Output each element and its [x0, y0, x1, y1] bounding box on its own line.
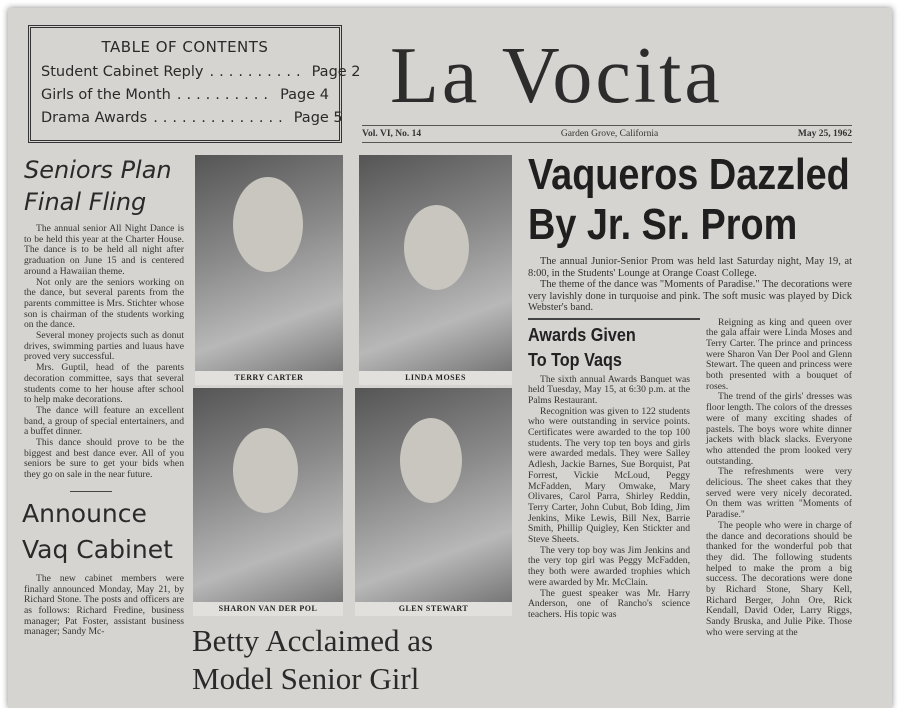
awards-headline [528, 323, 674, 373]
paragraph: The very top boy was Jim Jenkins and the very top girl was Peggy McFadden, they both were awarded trophies which were awarded by Mr. McClain. [528, 544, 690, 588]
headline-line: Final Fling [24, 188, 147, 216]
cabinet-article-body [24, 574, 184, 638]
paragraph: The new cabinet members were finally announced Monday, May 21, by Richard Stone. The posts and officers are as follows: Richard Fredine, business manager; Pat Foster, assistant business manager; Sandy Mc- [24, 572, 184, 638]
paragraph: The annual Junior-Senior Prom was held last Saturday night, May 19, at 8:00, in the Students' Lounge at Orange Coast College. [528, 256, 852, 279]
photo-sharon-van-der-pol [193, 388, 343, 616]
toc-item-label: Girls of the Month [41, 86, 171, 103]
photo-caption: SHARON VAN DER POL [193, 602, 343, 616]
photo-caption: LINDA MOSES [359, 371, 512, 385]
table-of-contents [28, 25, 361, 143]
paragraph: The annual senior All Night Dance is to be held this year at the Charter House. The dance is to be held all night after graduation on June 15 and is centered around a Hawaiian theme. [24, 223, 184, 277]
awards-article-body [528, 375, 690, 621]
location: Garden Grove, California [560, 129, 659, 139]
masthead-info-line [362, 125, 852, 143]
paragraph: Reigning as king and queen over the gala affair were Linda Moses and Terry Carter. The prince and princess were Sharon Van Der Pool and Glenn Stewart. The queen and princess were both presented with a bouquet of roses. [706, 316, 852, 392]
headline-line: Awards Given [528, 324, 636, 345]
paragraph: The refreshments were very delicious. The sheet cakes that they served were very nicely decorated. On them was written "Moments of Paradise." [706, 466, 852, 521]
toc-title: TABLE OF CONTENTS [101, 38, 269, 56]
headline-line: Model Senior Girl [192, 661, 420, 696]
toc-item-page: Page 5 [293, 109, 343, 126]
paragraph: The guest speaker was Mr. Harry Anderson, one of Rancho's science teachers. His topic was [528, 587, 690, 620]
headline-line: By Jr. Sr. Prom [528, 200, 798, 249]
toc-item [31, 60, 361, 83]
photo-caption: TERRY CARTER [195, 371, 343, 385]
photo-glen-stewart [355, 388, 512, 616]
paragraph: Recognition was given to 122 students who were outstanding in service points. Certificates were awarded to the top 100 students. The very top ten boys and girls were awarded medals. They were Salley Adlesh, Jackie Barnes, Sue Borquist, Pat Forrest, Vickie McLoud, Peggy McFadden, Mary Omwake, Mary Olivares, Carol Parra, Shirley Reddin, Terry Carter, John Cubut, Bob Iding, Jim Jenkins, Mike Lewis, Bill Nex, Barrie Smith, Phillip Quigley, Ken Stickter and Steve Sheets. [528, 405, 690, 546]
issue-date: May 25, 1962 [797, 129, 852, 139]
toc-leader: .............. [153, 109, 288, 126]
divider [528, 318, 700, 320]
toc-item-page: Page 4 [280, 86, 329, 103]
headline-line: Vaq Cabinet [22, 534, 173, 564]
seniors-headline [24, 154, 184, 218]
toc-item [31, 83, 339, 106]
toc-leader: .......... [209, 63, 306, 80]
lower-columns [528, 318, 852, 639]
prom-lead [528, 256, 852, 314]
masthead-title: La Vocita [390, 32, 723, 120]
headline-line: Betty Acclaimed as [192, 623, 434, 658]
awards-column [528, 318, 690, 639]
photo-linda-moses [359, 155, 512, 385]
cabinet-headline [22, 496, 184, 568]
toc-item-label: Student Cabinet Reply [41, 63, 204, 80]
prom-lead-section [528, 150, 852, 639]
paragraph: The theme of the dance was "Moments of Paradise." The decorations were very lavishly done in turquoise and pink. The soft music was played by Dick Webster's band. [528, 279, 852, 313]
paragraph: Several money projects such as donut drives, swimming parties and luaus have proved very successful. [24, 330, 184, 363]
photo-caption: GLEN STEWART [355, 602, 512, 616]
divider [70, 491, 112, 492]
betty-headline [192, 622, 433, 698]
toc-leader: .......... [176, 86, 273, 103]
paragraph: Not only are the seniors working on the dance, but several parents from the parents committee is Mrs. Stichter whose son is chairman of the students working on the dance. [24, 276, 184, 331]
headline-line: Vaqueros Dazzled [528, 150, 850, 199]
headline-line: Seniors Plan [24, 156, 172, 184]
headline-line: Announce [22, 498, 147, 528]
paragraph: The people who were in charge of the dance and decorations should be thanked for the wonderful pob that they did. The following students helped to make the prom a big success. The decorations were done by Richard Stone, Shary Kell, Richard Berger, John Ore, Rick Kendall, David Oder, Larry Riggs, Sandy Bruska, and Julie Pike. Those who were serving at the [706, 519, 852, 638]
toc-item-page: Page 2 [311, 63, 361, 80]
volume-number: Vol. VI, No. 14 [362, 129, 422, 139]
headline-line: To Top Vaqs [528, 349, 622, 370]
toc-item [31, 106, 343, 129]
prom-headline [528, 150, 850, 250]
paragraph: This dance should prove to be the biggest and best dance ever. All of you seniors be sure to get your bids when they go on sale in the near future. [24, 437, 184, 481]
paragraph: The sixth annual Awards Banquet was held Tuesday, May 15, at 6:30 p.m. at the Palms Restaurant. [528, 373, 690, 406]
seniors-article-body [24, 224, 184, 481]
paragraph: The trend of the girls' dresses was floor length. The colors of the dresses were of many exciting shades of pastels. The boys wore white dinner jackets with black slacks. Everyone who attended the prom looked very outstanding. [706, 391, 852, 467]
left-column [24, 154, 184, 638]
photo-terry-carter [195, 155, 343, 385]
prom-article-body [706, 318, 852, 639]
paragraph: The dance will feature an excellent band, a group of special entertainers, and a buffet dinner. [24, 404, 184, 438]
toc-item-label: Drama Awards [41, 109, 148, 126]
paragraph: Mrs. Guptil, head of the parents decoration committee, says that several students come to her house after school to help make decorations. [24, 362, 184, 406]
